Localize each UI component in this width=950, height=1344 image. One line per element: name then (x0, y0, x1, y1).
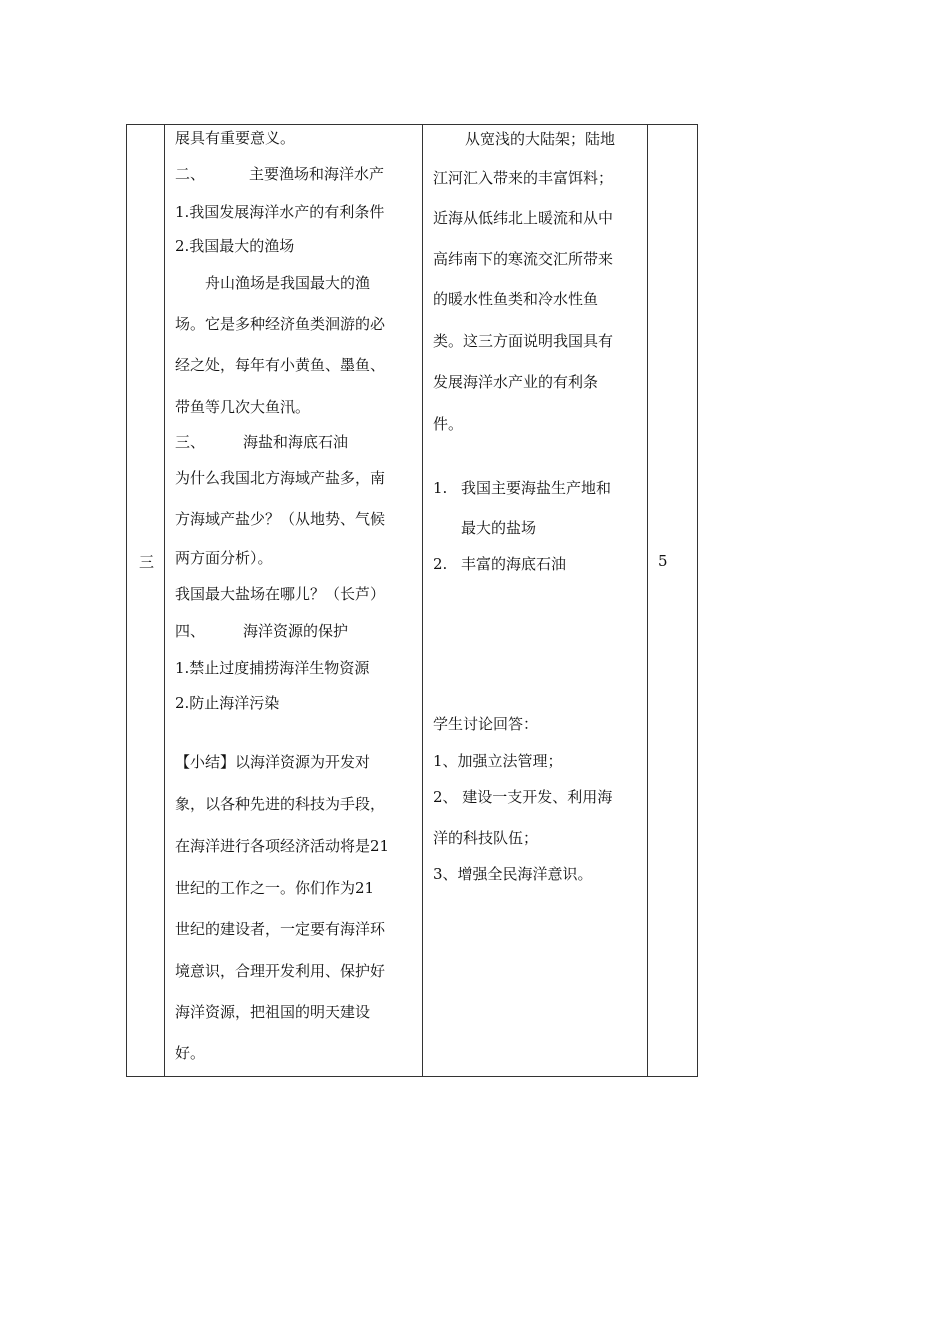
summary-line: 在海洋进行各项经济活动将是21 (175, 837, 390, 855)
content-line: 展具有重要意义。 (175, 129, 296, 147)
student-activity-column (423, 125, 648, 1076)
section-column (127, 125, 165, 1076)
summary-line: 世纪的建设者，一定要有海洋环 (175, 920, 386, 938)
content-line: 经之处，每年有小黄鱼、墨鱼、 (175, 356, 386, 374)
student-line: 的暖水性鱼类和冷水性鱼 (433, 290, 599, 308)
content-line: 场。它是多种经济鱼类洄游的必 (175, 315, 386, 333)
summary-line: 【小结】以海洋资源为开发对 (175, 753, 371, 771)
lesson-table (126, 124, 698, 1077)
list-number: 1. (433, 479, 448, 497)
student-line: 发展海洋水产业的有利条 (433, 373, 599, 391)
student-line: 3、增强全民海洋意识。 (433, 865, 593, 883)
summary-line: 海洋资源，把祖国的明天建设 (175, 1003, 371, 1021)
student-line: 1、加强立法管理； (433, 752, 563, 770)
summary-line: 境意识，合理开发利用、保护好 (175, 962, 386, 980)
minutes-value: 5 (658, 552, 668, 570)
heading-salt-oil: 三、 海盐和海底石油 (175, 433, 349, 451)
content-line: 为什么我国北方海域产盐多，南 (175, 469, 386, 487)
student-line: 件。 (433, 415, 464, 433)
list-number: 2. (433, 555, 448, 573)
student-line: 学生讨论回答： (433, 715, 539, 733)
heading-protection: 四、 海洋资源的保护 (175, 622, 349, 640)
student-line: 最大的盐场 (461, 519, 537, 537)
heading-fishery: 二、 主要渔场和海洋水产 (175, 165, 385, 183)
content-line: 2.防止海洋污染 (175, 694, 280, 712)
summary-line: 好。 (175, 1044, 206, 1062)
student-line: 近海从低纬北上暖流和从中 (433, 209, 614, 227)
student-line: 丰富的海底石油 (461, 555, 567, 573)
minutes-column (648, 125, 698, 1076)
student-line: 高纬南下的寒流交汇所带来 (433, 250, 614, 268)
content-line: 带鱼等几次大鱼汛。 (175, 398, 311, 416)
content-line: 2.我国最大的渔场 (175, 237, 295, 255)
student-line: 2、 建设一支开发、利用海 (433, 788, 613, 806)
summary-line: 象，以各种先进的科技为手段， (175, 795, 386, 813)
content-column (165, 125, 423, 1076)
content-line: 两方面分析）。 (175, 549, 273, 567)
content-line: 方海域产盐少？（从地势、气候 (175, 510, 386, 528)
student-line: 我国主要海盐生产地和 (461, 479, 612, 497)
student-line: 类。这三方面说明我国具有 (433, 332, 614, 350)
content-line: 舟山渔场是我国最大的渔 (205, 274, 371, 292)
section-number: 三 (139, 553, 155, 571)
content-line: 1.禁止过度捕捞海洋生物资源 (175, 659, 370, 677)
content-line: 我国最大盐场在哪儿？（长芦） (175, 585, 386, 603)
student-line: 从宽浅的大陆架；陆地 (465, 130, 616, 148)
student-line: 江河汇入带来的丰富饵料； (433, 169, 614, 187)
summary-line: 世纪的工作之一。你们作为21 (175, 879, 375, 897)
student-line: 洋的科技队伍； (433, 829, 539, 847)
content-line: 1.我国发展海洋水产的有利条件 (175, 203, 385, 221)
